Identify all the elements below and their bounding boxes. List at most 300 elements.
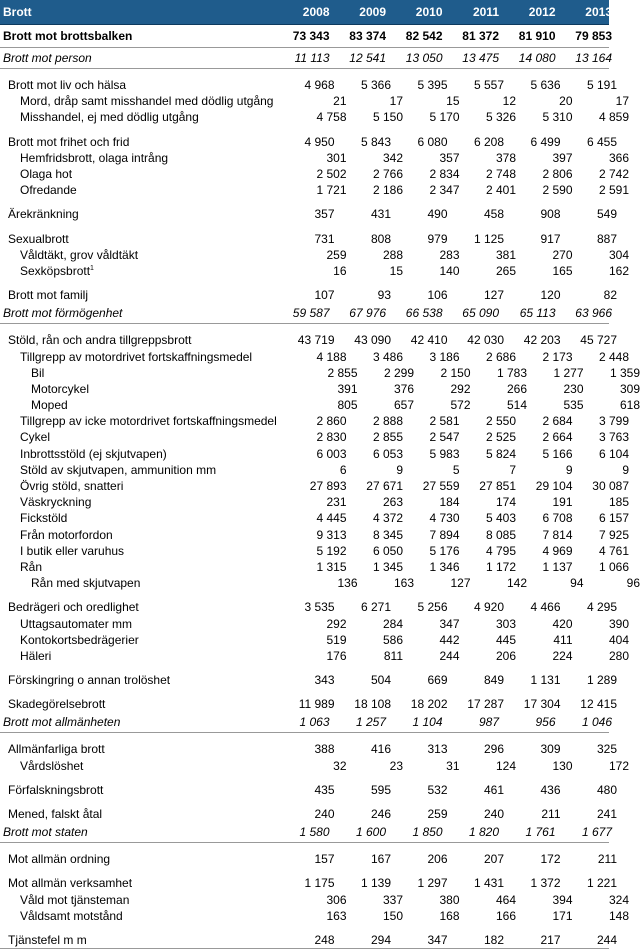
cell-value: 535 xyxy=(527,397,584,413)
row-label-text: Allmänfarliga brott xyxy=(8,742,105,756)
cell-value: 259 xyxy=(290,247,347,263)
cell-value: 14 080 xyxy=(499,50,556,66)
cell-value: 306 xyxy=(290,892,347,908)
cell-value: 27 893 xyxy=(290,478,347,494)
cell-value: 148 xyxy=(573,908,630,924)
cell-value: 12 415 xyxy=(561,696,618,712)
cell-value: 45 727 xyxy=(561,332,618,348)
cell-value: 2 686 xyxy=(460,349,517,365)
cell-value: 381 xyxy=(460,247,517,263)
cell-value: 207 xyxy=(448,851,505,867)
cell-value: 15 xyxy=(403,93,460,109)
cell-value: 2 664 xyxy=(516,429,573,445)
cell-value: 9 xyxy=(573,462,630,478)
row-label xyxy=(0,648,290,664)
row-label-text: Moped xyxy=(31,398,68,412)
cell-value: 206 xyxy=(460,648,517,664)
table-row xyxy=(0,543,609,559)
cell-value: 2 347 xyxy=(403,182,460,198)
cell-value: 313 xyxy=(391,741,448,757)
category-row xyxy=(0,48,609,69)
row-spacer xyxy=(0,867,609,875)
cell-value: 4 188 xyxy=(290,349,347,365)
row-label xyxy=(0,632,290,648)
cell-value: 1 820 xyxy=(443,824,500,840)
table-row xyxy=(0,446,609,462)
cell-value: 96 xyxy=(584,575,640,591)
cell-value: 347 xyxy=(403,616,460,632)
cell-value: 6 708 xyxy=(516,510,573,526)
header-year: 2012 xyxy=(499,5,556,19)
cell-value: 887 xyxy=(561,231,618,247)
cell-value: 388 xyxy=(278,741,335,757)
cell-value: 309 xyxy=(504,741,561,757)
cell-value: 81 910 xyxy=(499,28,556,44)
row-label-text: Mord, dråp samt misshandel med dödlig utgång xyxy=(20,94,273,108)
cell-value: 5 170 xyxy=(403,109,460,125)
cell-value: 63 966 xyxy=(556,305,613,321)
cell-value: 231 xyxy=(290,494,347,510)
category-row xyxy=(0,712,609,733)
row-label-text: I butik eller varuhus xyxy=(20,544,124,558)
header-year: 2011 xyxy=(443,5,500,19)
cell-value: 11 113 xyxy=(273,50,330,66)
row-spacer xyxy=(0,733,609,741)
row-label xyxy=(0,824,273,840)
row-label-text: Mot allmän ordning xyxy=(8,852,110,866)
cell-value: 2 830 xyxy=(290,429,347,445)
cell-value: 65 113 xyxy=(499,305,556,321)
cell-value: 1 297 xyxy=(391,875,448,891)
table-row xyxy=(0,93,609,109)
row-label-text: Tjänstefel m m xyxy=(8,933,87,947)
cell-value: 5 192 xyxy=(290,543,347,559)
cell-value: 435 xyxy=(278,782,335,798)
cell-value: 5 166 xyxy=(516,446,573,462)
header-label: Brott xyxy=(0,5,273,19)
row-label xyxy=(0,413,290,429)
table-row xyxy=(0,615,609,631)
cell-value: 42 410 xyxy=(391,332,448,348)
cell-value: 280 xyxy=(573,648,630,664)
cell-value: 174 xyxy=(460,494,517,510)
cell-value: 140 xyxy=(403,263,460,279)
cell-value: 2 525 xyxy=(460,429,517,445)
cell-value: 1 139 xyxy=(335,875,392,891)
cell-value: 343 xyxy=(278,672,335,688)
cell-value: 4 372 xyxy=(347,510,404,526)
cell-value: 7 894 xyxy=(403,527,460,543)
row-label xyxy=(0,714,273,730)
cell-value: 1 131 xyxy=(504,672,561,688)
cell-value: 12 541 xyxy=(330,50,387,66)
cell-value: 5 983 xyxy=(403,446,460,462)
cell-value: 5 403 xyxy=(460,510,517,526)
cell-value: 1 345 xyxy=(347,559,404,575)
row-label xyxy=(0,543,290,559)
cell-value: 30 087 xyxy=(573,478,630,494)
cell-value: 1 221 xyxy=(561,875,618,891)
cell-value: 1 359 xyxy=(584,365,640,381)
row-label xyxy=(0,892,290,908)
cell-value: 15 xyxy=(347,263,404,279)
cell-value: 380 xyxy=(403,892,460,908)
cell-value: 17 304 xyxy=(504,696,561,712)
cell-value: 29 104 xyxy=(516,478,573,494)
cell-value: 595 xyxy=(335,782,392,798)
cell-value: 2 150 xyxy=(414,365,471,381)
row-label xyxy=(0,332,278,348)
row-label-text: Förskingring o annan trolöshet xyxy=(8,673,170,687)
cell-value: 82 xyxy=(561,287,618,303)
row-label xyxy=(0,182,290,198)
cell-value: 376 xyxy=(358,381,415,397)
cell-value: 240 xyxy=(448,806,505,822)
row-label-text: Våldtäkt, grov våldtäkt xyxy=(20,248,138,262)
cell-value: 244 xyxy=(561,932,618,948)
cell-value: 73 343 xyxy=(273,28,330,44)
cell-value: 394 xyxy=(516,892,573,908)
cell-value: 11 989 xyxy=(278,696,335,712)
cell-value: 59 587 xyxy=(273,305,330,321)
table-row xyxy=(0,851,609,867)
row-spacer xyxy=(0,198,609,206)
cell-value: 2 855 xyxy=(347,429,404,445)
row-spacer xyxy=(0,69,609,77)
cell-value: 9 xyxy=(347,462,404,478)
cell-value: 1 346 xyxy=(403,559,460,575)
cell-value: 4 950 xyxy=(278,134,335,150)
cell-value: 127 xyxy=(448,287,505,303)
table-row xyxy=(0,599,609,615)
row-label xyxy=(0,397,301,413)
cell-value: 908 xyxy=(504,206,561,222)
row-label xyxy=(0,758,290,774)
row-label-text: Brott mot familj xyxy=(8,288,88,302)
cell-value: 4 466 xyxy=(504,599,561,615)
row-label-text: Fickstöld xyxy=(20,511,67,525)
cell-value: 390 xyxy=(573,616,630,632)
row-label-text: Brott mot staten xyxy=(3,825,88,839)
table-row xyxy=(0,672,609,688)
table-row xyxy=(0,413,609,429)
cell-value: 7 xyxy=(460,462,517,478)
cell-value: 436 xyxy=(504,782,561,798)
cell-value: 309 xyxy=(584,381,640,397)
cell-value: 162 xyxy=(573,263,630,279)
cell-value: 4 730 xyxy=(403,510,460,526)
row-label-text: Bedrägeri och oredlighet xyxy=(8,600,139,614)
cell-value: 2 684 xyxy=(516,413,573,429)
cell-value: 6 157 xyxy=(573,510,630,526)
row-label xyxy=(0,494,290,510)
cell-value: 18 108 xyxy=(335,696,392,712)
table-row xyxy=(0,510,609,526)
cell-value: 324 xyxy=(573,892,630,908)
cell-value: 6 499 xyxy=(504,134,561,150)
cell-value: 586 xyxy=(347,632,404,648)
cell-value: 1 372 xyxy=(504,875,561,891)
row-label xyxy=(0,365,301,381)
table-row xyxy=(0,806,609,822)
cell-value: 263 xyxy=(347,494,404,510)
cell-value: 1 137 xyxy=(516,559,573,575)
cell-value: 480 xyxy=(561,782,618,798)
footnote-marker: 1 xyxy=(90,265,94,272)
cell-value: 18 202 xyxy=(391,696,448,712)
table-row xyxy=(0,109,609,125)
cell-value: 404 xyxy=(573,632,630,648)
header-year: 2010 xyxy=(386,5,443,19)
row-label-text: Sexköpsbrott xyxy=(20,264,90,278)
cell-value: 849 xyxy=(448,672,505,688)
cell-value: 224 xyxy=(516,648,573,664)
header-year: 2009 xyxy=(330,5,387,19)
cell-value: 21 xyxy=(290,93,347,109)
cell-value: 342 xyxy=(347,150,404,166)
cell-value: 165 xyxy=(516,263,573,279)
cell-value: 270 xyxy=(516,247,573,263)
cell-value: 13 164 xyxy=(556,50,613,66)
cell-value: 1 721 xyxy=(290,182,347,198)
cell-value: 176 xyxy=(290,648,347,664)
cell-value: 445 xyxy=(460,632,517,648)
cell-value: 5 310 xyxy=(516,109,573,125)
cell-value: 182 xyxy=(448,932,505,948)
cell-value: 5 843 xyxy=(335,134,392,150)
cell-value: 411 xyxy=(516,632,573,648)
cell-value: 4 295 xyxy=(561,599,618,615)
cell-value: 2 766 xyxy=(347,166,404,182)
cell-value: 20 xyxy=(516,93,573,109)
cell-value: 13 475 xyxy=(443,50,500,66)
row-spacer xyxy=(0,223,609,231)
cell-value: 31 xyxy=(403,758,460,774)
cell-value: 166 xyxy=(460,908,517,924)
cell-value: 106 xyxy=(391,287,448,303)
cell-value: 43 719 xyxy=(278,332,335,348)
row-label-text: Sexualbrott xyxy=(8,232,69,246)
cell-value: 5 326 xyxy=(460,109,517,125)
row-label xyxy=(0,932,278,948)
cell-value: 17 287 xyxy=(448,696,505,712)
row-label-text: Inbrottsstöld (ej skjutvapen) xyxy=(20,447,167,461)
cell-value: 303 xyxy=(460,616,517,632)
row-spacer xyxy=(0,843,609,851)
row-label xyxy=(0,446,290,462)
cell-value: 1 580 xyxy=(273,824,330,840)
cell-value: 124 xyxy=(460,758,517,774)
cell-value: 2 806 xyxy=(516,166,573,182)
row-label-text: Mened, falskt åtal xyxy=(8,807,102,821)
cell-value: 397 xyxy=(516,150,573,166)
row-label-text: Stöld, rån och andra tillgreppsbrott xyxy=(8,333,191,347)
row-label-text: Skadegörelsebrott xyxy=(8,697,105,711)
category-row xyxy=(0,822,609,843)
row-spacer xyxy=(0,126,609,134)
row-label xyxy=(0,782,278,798)
cell-value: 811 xyxy=(347,648,404,664)
cell-value: 2 581 xyxy=(403,413,460,429)
cell-value: 2 173 xyxy=(516,349,573,365)
cell-value: 17 xyxy=(573,93,630,109)
cell-value: 16 xyxy=(290,263,347,279)
header-year: 2008 xyxy=(273,5,330,19)
cell-value: 150 xyxy=(347,908,404,924)
cell-value: 284 xyxy=(347,616,404,632)
cell-value: 4 969 xyxy=(516,543,573,559)
cell-value: 292 xyxy=(290,616,347,632)
table-row xyxy=(0,462,609,478)
cell-value: 6 271 xyxy=(335,599,392,615)
cell-value: 1 783 xyxy=(471,365,528,381)
table-row xyxy=(0,166,609,182)
cell-value: 464 xyxy=(460,892,517,908)
table-row xyxy=(0,478,609,494)
cell-value: 163 xyxy=(290,908,347,924)
cell-value: 184 xyxy=(403,494,460,510)
cell-value: 669 xyxy=(391,672,448,688)
row-label xyxy=(0,616,290,632)
row-label xyxy=(0,741,278,757)
cell-value: 127 xyxy=(414,575,471,591)
row-spacer xyxy=(0,688,609,696)
cell-value: 259 xyxy=(391,806,448,822)
cell-value: 42 203 xyxy=(504,332,561,348)
table-row xyxy=(0,263,609,279)
cell-value: 4 445 xyxy=(290,510,347,526)
cell-value: 391 xyxy=(301,381,358,397)
row-label xyxy=(0,166,290,182)
cell-value: 956 xyxy=(499,714,556,730)
cell-value: 12 xyxy=(460,93,517,109)
cell-value: 168 xyxy=(403,908,460,924)
cell-value: 2 186 xyxy=(347,182,404,198)
row-label xyxy=(0,696,278,712)
row-label-text: Brott mot frihet och frid xyxy=(8,135,129,149)
cell-value: 241 xyxy=(561,806,618,822)
cell-value: 549 xyxy=(561,206,618,222)
row-label xyxy=(0,527,290,543)
table-row xyxy=(0,494,609,510)
cell-value: 1 175 xyxy=(278,875,335,891)
row-label xyxy=(0,908,290,924)
row-label xyxy=(0,77,278,93)
cell-value: 79 853 xyxy=(556,28,613,44)
row-label-text: Brott mot liv och hälsa xyxy=(8,78,126,92)
cell-value: 288 xyxy=(347,247,404,263)
cell-value: 572 xyxy=(414,397,471,413)
cell-value: 337 xyxy=(347,892,404,908)
cell-value: 206 xyxy=(391,851,448,867)
cell-value: 230 xyxy=(527,381,584,397)
cell-value: 657 xyxy=(358,397,415,413)
cell-value: 461 xyxy=(448,782,505,798)
cell-value: 1 761 xyxy=(499,824,556,840)
cell-value: 172 xyxy=(573,758,630,774)
cell-value: 265 xyxy=(460,263,517,279)
row-spacer xyxy=(0,324,609,332)
cell-value: 378 xyxy=(460,150,517,166)
row-label xyxy=(0,28,273,44)
cell-value: 1 063 xyxy=(273,714,330,730)
cell-value: 2 742 xyxy=(573,166,630,182)
cell-value: 294 xyxy=(335,932,392,948)
cell-value: 13 050 xyxy=(386,50,443,66)
row-label xyxy=(0,305,273,321)
row-label xyxy=(0,875,278,891)
row-label xyxy=(0,559,290,575)
cell-value: 27 671 xyxy=(347,478,404,494)
cell-value: 5 150 xyxy=(347,109,404,125)
cell-value: 8 345 xyxy=(347,527,404,543)
row-label-text: Brott mot allmänheten xyxy=(3,715,120,729)
cell-value: 4 968 xyxy=(278,77,335,93)
cell-value: 731 xyxy=(278,231,335,247)
row-label-text: Brott mot brottsbalken xyxy=(3,29,132,43)
row-spacer xyxy=(0,664,609,672)
cell-value: 167 xyxy=(335,851,392,867)
row-label-text: Från motorfordon xyxy=(20,528,113,542)
cell-value: 1 431 xyxy=(448,875,505,891)
table-row xyxy=(0,575,609,591)
row-label xyxy=(0,134,278,150)
cell-value: 7 925 xyxy=(573,527,630,543)
row-spacer xyxy=(0,591,609,599)
cell-value: 2 888 xyxy=(347,413,404,429)
cell-value: 185 xyxy=(573,494,630,510)
cell-value: 9 xyxy=(516,462,573,478)
table-row xyxy=(0,77,609,93)
cell-value: 5 557 xyxy=(448,77,505,93)
row-label-text: Väskryckning xyxy=(20,495,91,509)
row-label-text: Vårdslöshet xyxy=(20,759,83,773)
row-label xyxy=(0,381,301,397)
cell-value: 458 xyxy=(448,206,505,222)
row-label xyxy=(0,575,301,591)
table-row xyxy=(0,892,609,908)
table-row xyxy=(0,648,609,664)
cell-value: 142 xyxy=(471,575,528,591)
table-row xyxy=(0,429,609,445)
cell-value: 17 xyxy=(347,93,404,109)
cell-value: 163 xyxy=(358,575,415,591)
row-label-text: Förfalskningsbrott xyxy=(8,783,103,797)
cell-value: 5 xyxy=(403,462,460,478)
cell-value: 2 748 xyxy=(460,166,517,182)
row-label xyxy=(0,478,290,494)
cell-value: 244 xyxy=(403,648,460,664)
cell-value: 43 090 xyxy=(335,332,392,348)
cell-value: 246 xyxy=(335,806,392,822)
cell-value: 157 xyxy=(278,851,335,867)
cell-value: 2 550 xyxy=(460,413,517,429)
cell-value: 808 xyxy=(335,231,392,247)
cell-value: 1 677 xyxy=(556,824,613,840)
row-label xyxy=(0,462,290,478)
cell-value: 67 976 xyxy=(330,305,387,321)
cell-value: 2 590 xyxy=(516,182,573,198)
cell-value: 3 186 xyxy=(403,349,460,365)
table-row xyxy=(0,741,609,757)
row-label xyxy=(0,206,278,222)
cell-value: 420 xyxy=(516,616,573,632)
row-label-text: Brott mot person xyxy=(3,51,92,65)
cell-value: 217 xyxy=(504,932,561,948)
cell-value: 83 374 xyxy=(330,28,387,44)
row-label xyxy=(0,50,273,66)
cell-value: 4 859 xyxy=(573,109,630,125)
